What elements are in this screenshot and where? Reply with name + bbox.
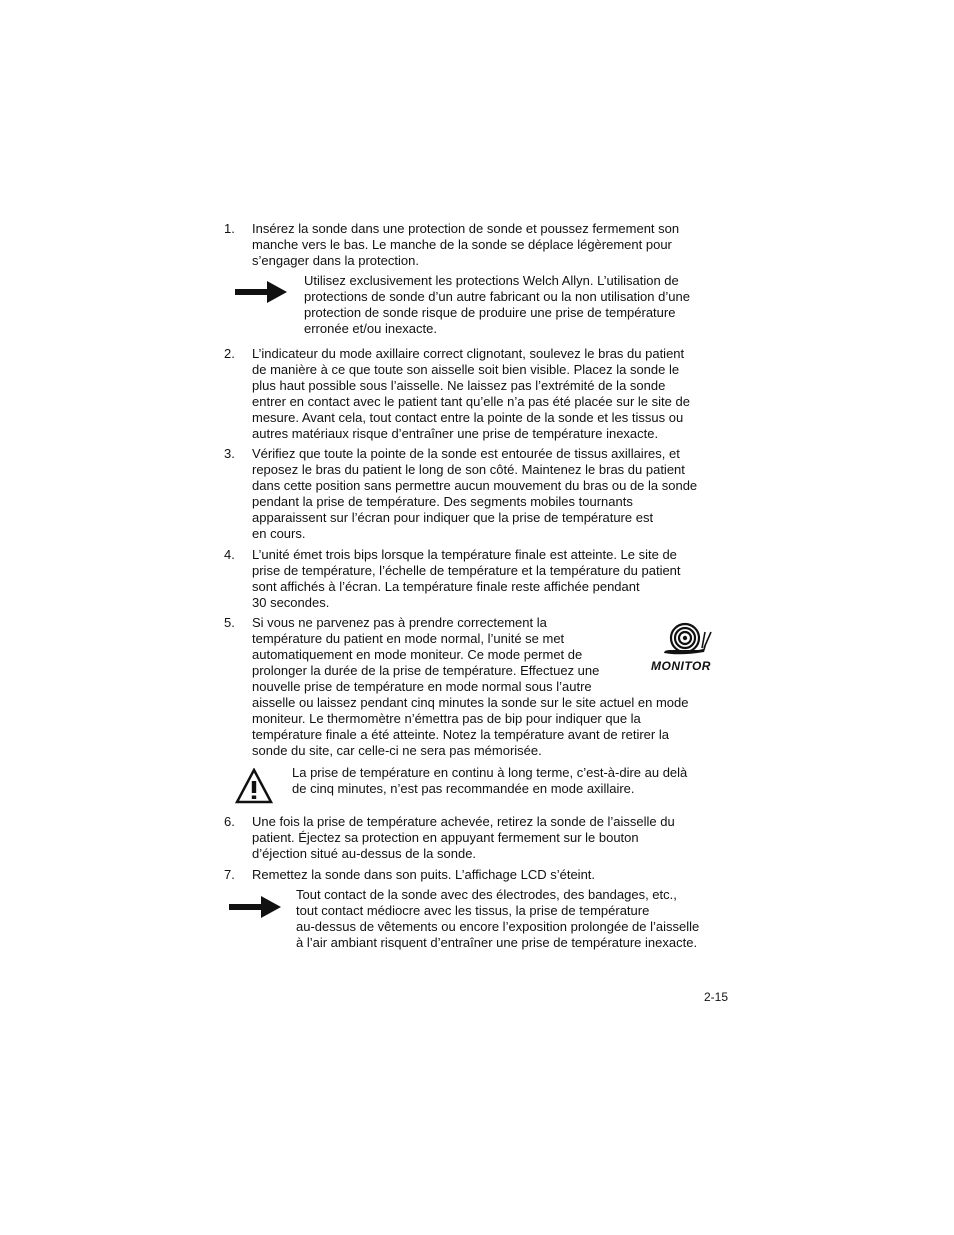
step-line: plus haut possible sous l’aisselle. Ne laissez pas l’extrémité de la sonde: [252, 378, 666, 393]
note-line: au-dessus de vêtements ou encore l’exposition prolongée de l’aisselle: [296, 919, 700, 934]
step-line: de manière à ce que toute son aisselle soit bien visible. Placez la sonde le: [252, 362, 680, 377]
step-line: entrer en contact avec le patient tant qu’elle n’a pas été placée sur le site de: [252, 394, 690, 409]
step-3: [224, 446, 744, 542]
step-line: autres matériaux risque d’entraîner une prise de température inexacte.: [252, 426, 659, 441]
step-line: température finale a été atteinte. Notez la température avant de retirer la: [252, 727, 669, 742]
step-line: L’unité émet trois bips lorsque la température finale est atteinte. Le site de: [252, 547, 677, 562]
monitor-label: MONITOR: [651, 659, 711, 673]
step-line: aisselle ou laissez pendant cinq minutes la sonde sur le site actuel en mode: [252, 695, 689, 710]
step-line: nouvelle prise de température en mode normal sous l’autre: [252, 679, 592, 694]
step-line: patient. Éjectez sa protection en appuyant fermement sur le bouton: [252, 830, 639, 845]
step-line: reposez le bras du patient le long de son côté. Maintenez le bras du patient: [252, 462, 685, 477]
step-line: Si vous ne parvenez pas à prendre correctement la: [252, 615, 547, 630]
step-number: 2.: [224, 346, 235, 361]
step-line: 30 secondes.: [252, 595, 330, 610]
step-line: Remettez la sonde dans son puits. L’affichage LCD s’éteint.: [252, 867, 596, 882]
note-arrow-icon: [229, 896, 281, 918]
step-line: Vérifiez que toute la pointe de la sonde est entourée de tissus axillaires, et: [252, 446, 680, 461]
note-line: protections de sonde d’un autre fabricant ou la non utilisation d’une: [304, 289, 690, 304]
step-line: prise de température, l’échelle de température et la température du patient: [252, 563, 681, 578]
step-line: pendant la prise de température. Des segments mobiles tournants: [252, 494, 633, 509]
page-number: 2-15: [704, 990, 729, 1004]
step-line: Une fois la prise de température achevée, retirez la sonde de l’aisselle du: [252, 814, 675, 829]
note-inaccurate-readings: [296, 887, 746, 951]
step-2: [224, 346, 744, 442]
step-line: apparaissent sur l’écran pour indiquer que la prise de température est: [252, 510, 654, 525]
step-line: s’engager dans la protection.: [252, 253, 419, 268]
step-1: [224, 221, 744, 269]
step-number: 7.: [224, 867, 235, 882]
note-line: tout contact médiocre avec les tissus, la prise de température: [296, 903, 650, 918]
step-number: 5.: [224, 615, 235, 630]
warning-line: La prise de température en continu à long terme, c’est-à-dire au delà: [292, 765, 688, 780]
warning-icon: [235, 768, 273, 804]
warning-line: de cinq minutes, n’est pas recommandée en mode axillaire.: [292, 781, 635, 796]
step-line: en cours.: [252, 526, 306, 541]
step-6: [224, 814, 744, 862]
step-line: L’indicateur du mode axillaire correct clignotant, soulevez le bras du patient: [252, 346, 685, 361]
step-line: manche vers le bas. Le manche de la sonde se déplace légèrement pour: [252, 237, 672, 252]
step-number: 1.: [224, 221, 235, 236]
step-number: 6.: [224, 814, 235, 829]
step-line: température du patient en mode normal, l’unité se met: [252, 631, 565, 646]
snail-icon: [660, 622, 714, 658]
step-line: prolonger la durée de la prise de température. Effectuez une: [252, 663, 600, 678]
step-line: sont affichés à l’écran. La température finale reste affichée pendant: [252, 579, 640, 594]
note-arrow-icon: [235, 281, 287, 303]
step-line: mesure. Avant cela, tout contact entre la pointe de la sonde et les tissus ou: [252, 410, 684, 425]
step-line: Insérez la sonde dans une protection de sonde et poussez fermement son: [252, 221, 680, 236]
step-number: 3.: [224, 446, 235, 461]
step-line: moniteur. Le thermomètre n’émettra pas de bip pour indiquer que la: [252, 711, 641, 726]
note-line: Utilisez exclusivement les protections Welch Allyn. L’utilisation de: [304, 273, 679, 288]
note-line: erronée et/ou inexacte.: [304, 321, 437, 336]
step-line: sonde du site, car celle-ci ne sera pas mémorisée.: [252, 743, 542, 758]
note-probe-covers: [304, 273, 744, 337]
step-4: [224, 547, 744, 611]
note-line: protection de sonde risque de produire une prise de température: [304, 305, 676, 320]
note-line: à l’air ambiant risquent d’entraîner une prise de température inexacte.: [296, 935, 698, 950]
step-7: [224, 867, 744, 883]
step-line: dans cette position sans permettre aucun mouvement du bras ou de la sonde: [252, 478, 698, 493]
step-line: d’éjection situé au-dessus de la sonde.: [252, 846, 477, 861]
note-line: Tout contact de la sonde avec des électrodes, des bandages, etc.,: [296, 887, 677, 902]
step-line: automatiquement en mode moniteur. Ce mode permet de: [252, 647, 583, 662]
warning-continuous-monitoring: [292, 765, 742, 797]
step-number: 4.: [224, 547, 235, 562]
